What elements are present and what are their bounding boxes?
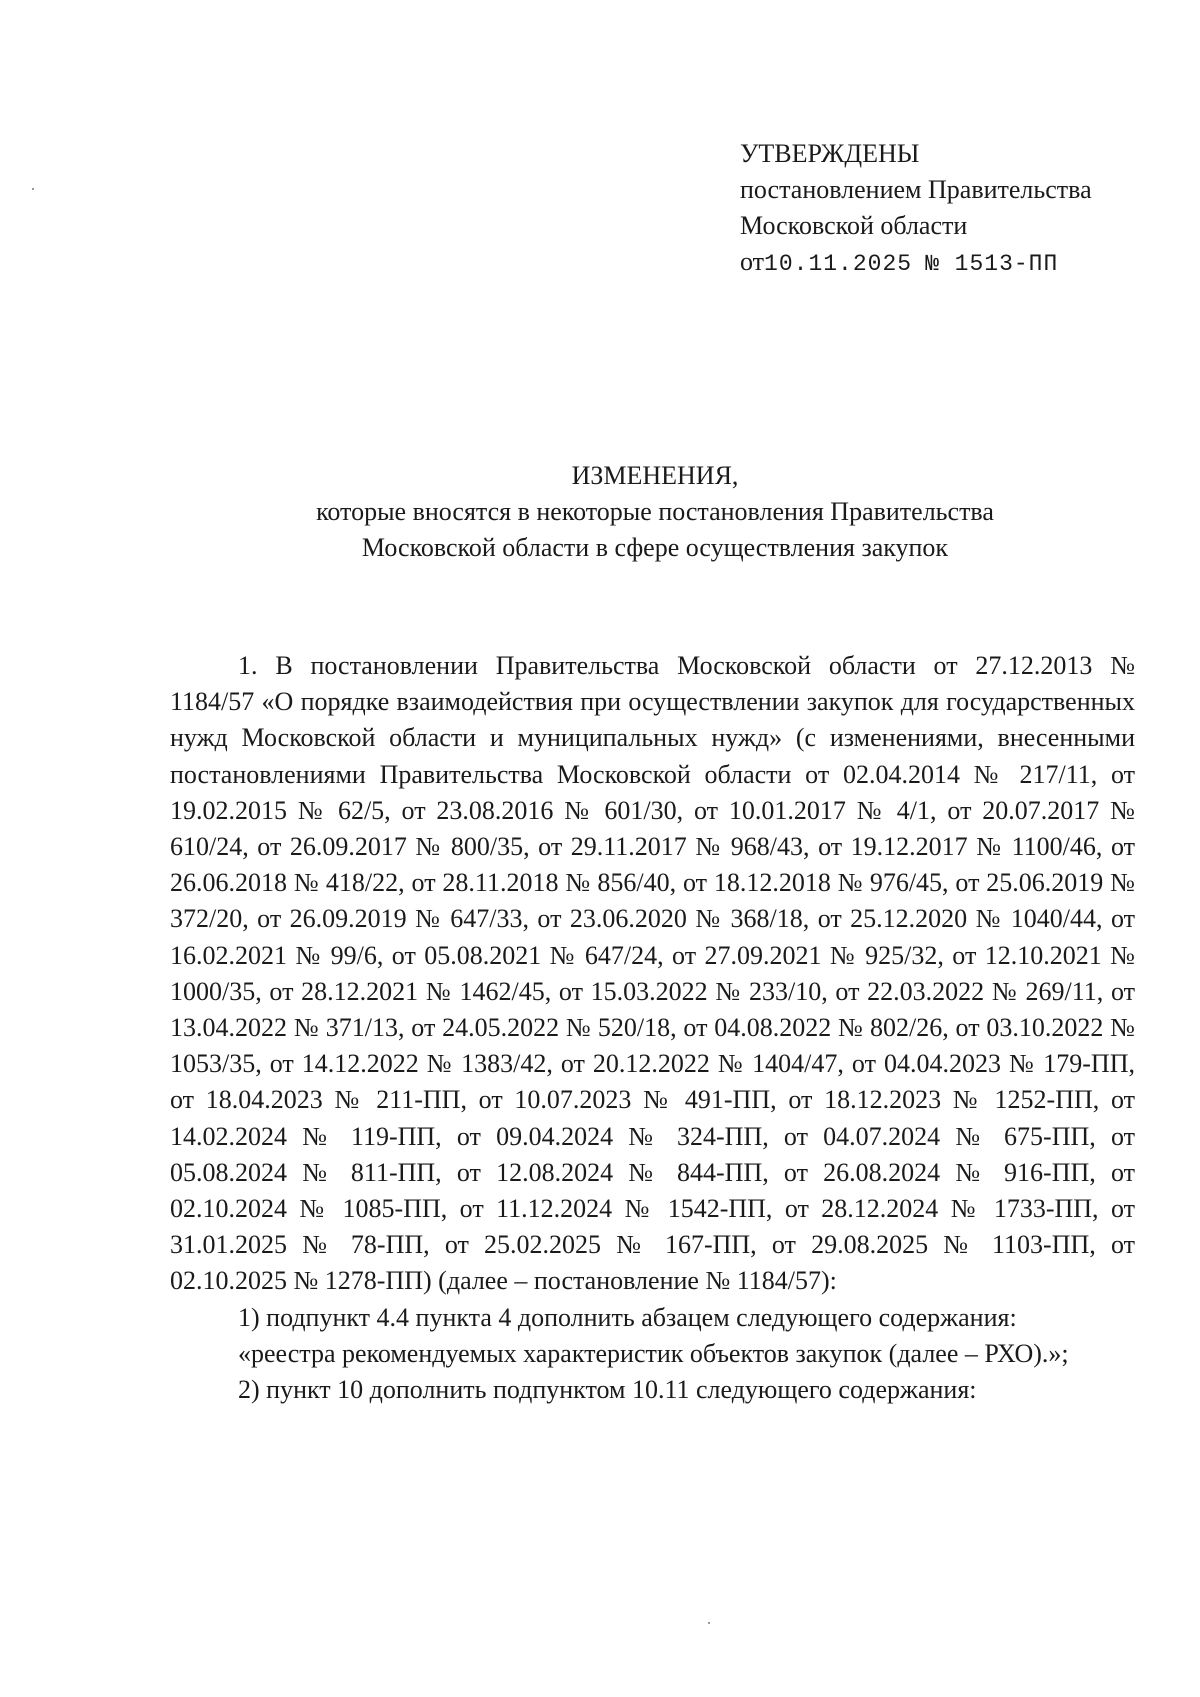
document-heading: ИЗМЕНЕНИЯ, [571, 461, 739, 490]
approval-date: 10.11.2025 [764, 251, 913, 277]
approval-issuer-line: постановлением Правительства [740, 175, 1092, 204]
item-2: 2) пункт 10 дополнить подпунктом 10.11 следующего содержания: [238, 1375, 977, 1405]
document-subtitle-line-1: которые вносятся в некоторые постановления Правительства [316, 497, 994, 526]
approval-title: УТВЕРЖДЕНЫ [740, 139, 920, 168]
approval-date-prefix: от [740, 247, 765, 276]
document-subtitle-line-2: Московской области в сфере осуществления закупок [361, 533, 949, 562]
document-title [170, 458, 1140, 566]
document-body [170, 648, 1135, 1408]
item-1-quote: «реестра рекомендуемых характеристик объектов закупок (далее – РХО).»; [238, 1338, 1069, 1368]
item-1: 1) подпункт 4.4 пункта 4 дополнить абзацем следующего содержания: [238, 1302, 1017, 1332]
scan-speck [708, 1622, 710, 1624]
approval-date-line [740, 244, 1092, 282]
scan-speck [32, 188, 34, 190]
approval-region-line: Московской области [740, 211, 968, 240]
paragraph-1: 1. В постановлении Правительства Московской области от 27.12.2013 № 1184/57 «О порядке взаимодействия при осуществлении закупок для государственных нужд Московской области и муниципальных нужд» (с изменениями, внесенными постановлениями Правительства Московской области от 02.04.2014 № 217/11, от 19.02.2015 № 62/5, от 23.08.2016 № 601/30, от 10.01.2017 № 4/1, от 20.07.2017 № 610/24, от 26.09.2017 № 800/35, от 29.11.2017 № 968/43, от 19.12.2017 № 1100/46, от 26.06.2018 № 418/22, от 28.11.2018 № 856/40, от 18.12.2018 № 976/45, от 25.06.2019 № 372/20, от 26.09.2019 № 647/33, от 23.06.2020 № 368/18, от 25.12.2020 № 1040/44, от 16.02.2021 № 99/6, от 05.08.2021 № 647/24, от 27.09.2021 № 925/32, от 12.10.2021 № 1000/35, от 28.12.2021 № 1462/45, от 15.03.2022 № 233/10, от 22.03.2022 № 269/11, от 13.04.2022 № 371/13, от 24.05.2022 № 520/18, от 04.08.2022 № 802/26, от 03.10.2022 № 1053/35, от 14.12.2022 № 1383/42, от 20.12.2022 № 1404/47, от 04.04.2023 № 179-ПП, от 18.04.2023 № 211-ПП, от 10.07.2023 № 491-ПП, от 18.12.2023 № 1252-ПП, от 14.02.2024 № 119-ПП, от 09.04.2024 № 324-ПП, от 04.07.2024 № 675-ПП, от 05.08.2024 № 811-ПП, от 12.08.2024 № 844-ПП, от 26.08.2024 № 916-ПП, от 02.10.2024 № 1085-ПП, от 11.12.2024 № 1542-ПП, от 28.12.2024 № 1733-ПП, от 31.01.2025 № 78-ПП, от 25.02.2025 № 167-ПП, от 29.08.2025 № 1103-ПП, от 02.10.2025 № 1278-ПП) (далее – постановление № 1184/57): [170, 651, 1135, 1296]
approval-stamp [740, 136, 1092, 282]
approval-number: № 1513-ПП [925, 251, 1059, 277]
